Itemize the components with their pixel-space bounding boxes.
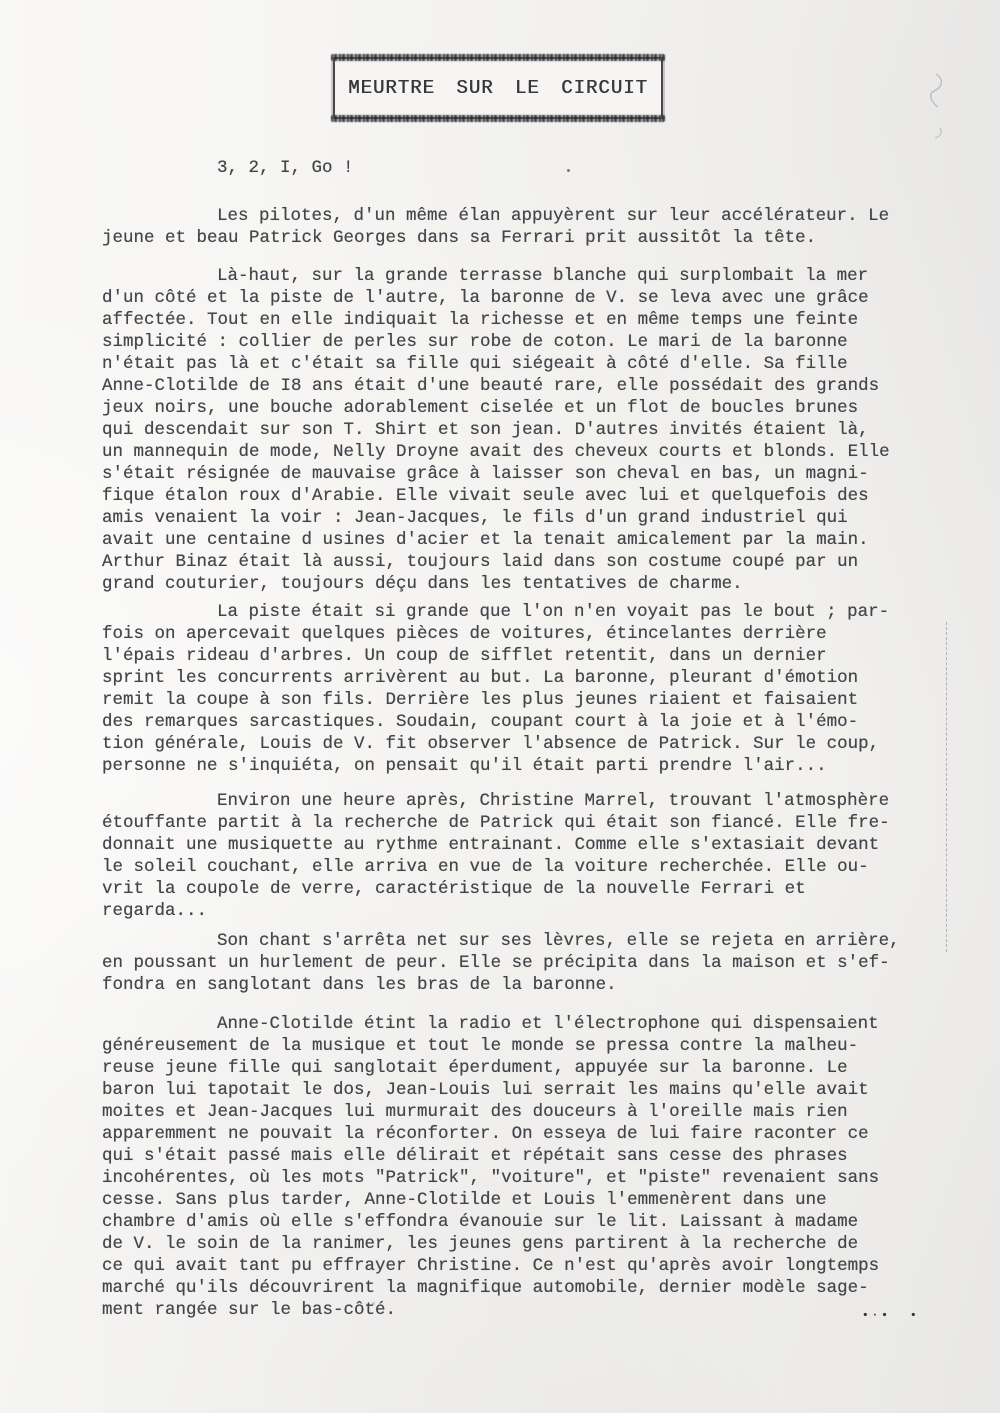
text-line: La piste était si grande que l'on n'en voyait pas le bout ; par- bbox=[217, 602, 890, 622]
text-line: Anne-Clotilde étint la radio et l'électrophone qui dispensaient bbox=[217, 1014, 879, 1034]
text-line: amis venaient la voir : Jean-Jacques, le fils d'un grand industriel qui bbox=[102, 508, 848, 528]
text-line: Son chant s'arrêta net sur ses lèvres, elle se rejeta en arrière, bbox=[217, 931, 900, 951]
text-line: cesse. Sans plus tarder, Anne-Clotilde et Louis l'emmenèrent dans une bbox=[102, 1190, 827, 1210]
text-line: des remarques sarcastiques. Soudain, coupant court à la joie et à l'émo- bbox=[102, 712, 859, 732]
text-line: donnait une musiquette au rythme entrainant. Comme elle s'extasiait devant bbox=[102, 835, 880, 855]
text-line: jeune et beau Patrick Georges dans sa Ferrari prit aussitôt la tête. bbox=[102, 228, 817, 248]
text-line: chambre d'amis où elle s'effondra évanouie sur le lit. Laissant à madame bbox=[102, 1212, 859, 1232]
text-line: reuse jeune fille qui sanglotait éperdument, appuyée sur la baronne. Le bbox=[102, 1058, 848, 1078]
text-line: marché qu'ils découvrirent la magnifique automobile, dernier modèle sage- bbox=[102, 1278, 869, 1298]
text-line: fondra en sanglotant dans les bras de la baronne. bbox=[102, 975, 617, 995]
text-line: n'était pas là et c'était sa fille qui siégeait à côté d'elle. Sa fille bbox=[102, 354, 848, 374]
text-line: incohérentes, où les mots "Patrick", "voiture", et "piste" revenaient sans bbox=[102, 1168, 880, 1188]
text-line: s'était résignée de mauvaise grâce à laisser son cheval en bas, un magni- bbox=[102, 464, 869, 484]
paragraph bbox=[102, 601, 908, 777]
text-line: moites et Jean-Jacques lui murmurait des douceurs à l'oreille mais rien bbox=[102, 1102, 848, 1122]
paragraph bbox=[102, 205, 908, 249]
paragraph bbox=[102, 930, 908, 996]
countdown-line: 3, 2, I, Go ! bbox=[217, 158, 354, 178]
text-line: fique étalon roux d'Arabie. Elle vivait seule avec lui et quelquefois des bbox=[102, 486, 869, 506]
text-line: Là-haut, sur la grande terrasse blanche qui surplombait la mer bbox=[217, 266, 869, 286]
text-line: Arthur Binaz était là aussi, toujours laid dans son costume coupé par un bbox=[102, 552, 859, 572]
pencil-squiggle-mark bbox=[916, 62, 962, 142]
text-line: de V. le soin de la ranimer, les jeunes gens partirent à la recherche de bbox=[102, 1234, 859, 1254]
text-line: un mannequin de mode, Nelly Droyne avait des cheveux courts et blonds. Elle bbox=[102, 442, 890, 462]
text-line: l'épais rideau d'arbres. Un coup de sifflet retentit, dans un dernier bbox=[102, 646, 827, 666]
text-line: ment rangée sur le bas-côté. bbox=[102, 1300, 397, 1320]
text-line: Les pilotes, d'un même élan appuyèrent sur leur accélérateur. Le bbox=[217, 206, 890, 226]
document-body bbox=[102, 157, 908, 1321]
page-title: MEURTRE SUR LE CIRCUIT bbox=[348, 77, 648, 99]
text-line: fois on apercevait quelques pièces de voitures, étincelantes derrière bbox=[102, 624, 827, 644]
text-line: d'un côté et la piste de l'autre, la baronne de V. se leva avec une grâce bbox=[102, 288, 869, 308]
text-line: avait une centaine d usines d'acier et la tenait amicalement par la main. bbox=[102, 530, 869, 550]
text-line: généreusement de la musique et tout le monde se pressa contre la malheu- bbox=[102, 1036, 859, 1056]
text-line: qui descendait sur son T. Shirt et son jean. D'autres invités étaient là, bbox=[102, 420, 869, 440]
text-line: grand couturier, toujours déçu dans les tentatives de charme. bbox=[102, 574, 743, 594]
text-line: Anne-Clotilde de I8 ans était d'une beauté rare, elle possédait des grands bbox=[102, 376, 880, 396]
text-line: regarda... bbox=[102, 901, 208, 921]
text-line: personne ne s'inquiéta, on pensait qu'il était parti prendre l'air... bbox=[102, 756, 827, 776]
text-line: tion générale, Louis de V. fit observer l'absence de Patrick. Sur le coup, bbox=[102, 734, 880, 754]
text-line: le soleil couchant, elle arriva en vue de la voiture recherchée. Elle ou- bbox=[102, 857, 869, 877]
paragraph bbox=[102, 265, 908, 595]
paragraph bbox=[102, 790, 908, 922]
paragraph bbox=[102, 1013, 908, 1321]
text-line: sprint les concurrents arrivèrent au but. La baronne, pleurant d'émotion bbox=[102, 668, 859, 688]
margin-pencil-line bbox=[946, 622, 947, 952]
text-line: ce qui avait tant pu effrayer Christine. Ce n'est qu'après avoir longtemps bbox=[102, 1256, 880, 1276]
text-line: étouffante partit à la recherche de Patrick qui était son fiancé. Elle fre- bbox=[102, 813, 890, 833]
text-line: apparemment ne pouvait la réconforter. On esseya de lui faire raconter ce bbox=[102, 1124, 869, 1144]
text-line: Environ une heure après, Christine Marrel, trouvant l'atmosphère bbox=[217, 791, 890, 811]
text-line: vrit la coupole de verre, caractéristique de la nouvelle Ferrari et bbox=[102, 879, 806, 899]
text-line: jeux noirs, une bouche adorablement ciselée et un flot de boucles brunes bbox=[102, 398, 859, 418]
text-line: qui s'était passé mais elle délirait et répétait sans cesse des phrases bbox=[102, 1146, 848, 1166]
text-line: affectée. Tout en elle indiquait la richesse et en même temps une feinte bbox=[102, 310, 859, 330]
footer-ink-mark: •·• • bbox=[862, 1310, 920, 1322]
text-line: en poussant un hurlement de peur. Elle se précipita dans la maison et s'ef- bbox=[102, 953, 890, 973]
title-box bbox=[333, 57, 663, 119]
text-line: remit la coupe à son fils. Derrière les plus jeunes riaient et faisaient bbox=[102, 690, 859, 710]
text-line: simplicité : collier de perles sur robe de coton. Le mari de la baronne bbox=[102, 332, 848, 352]
text-line: baron lui tapotait le dos, Jean-Louis lui serrait les mains qu'elle avait bbox=[102, 1080, 869, 1100]
